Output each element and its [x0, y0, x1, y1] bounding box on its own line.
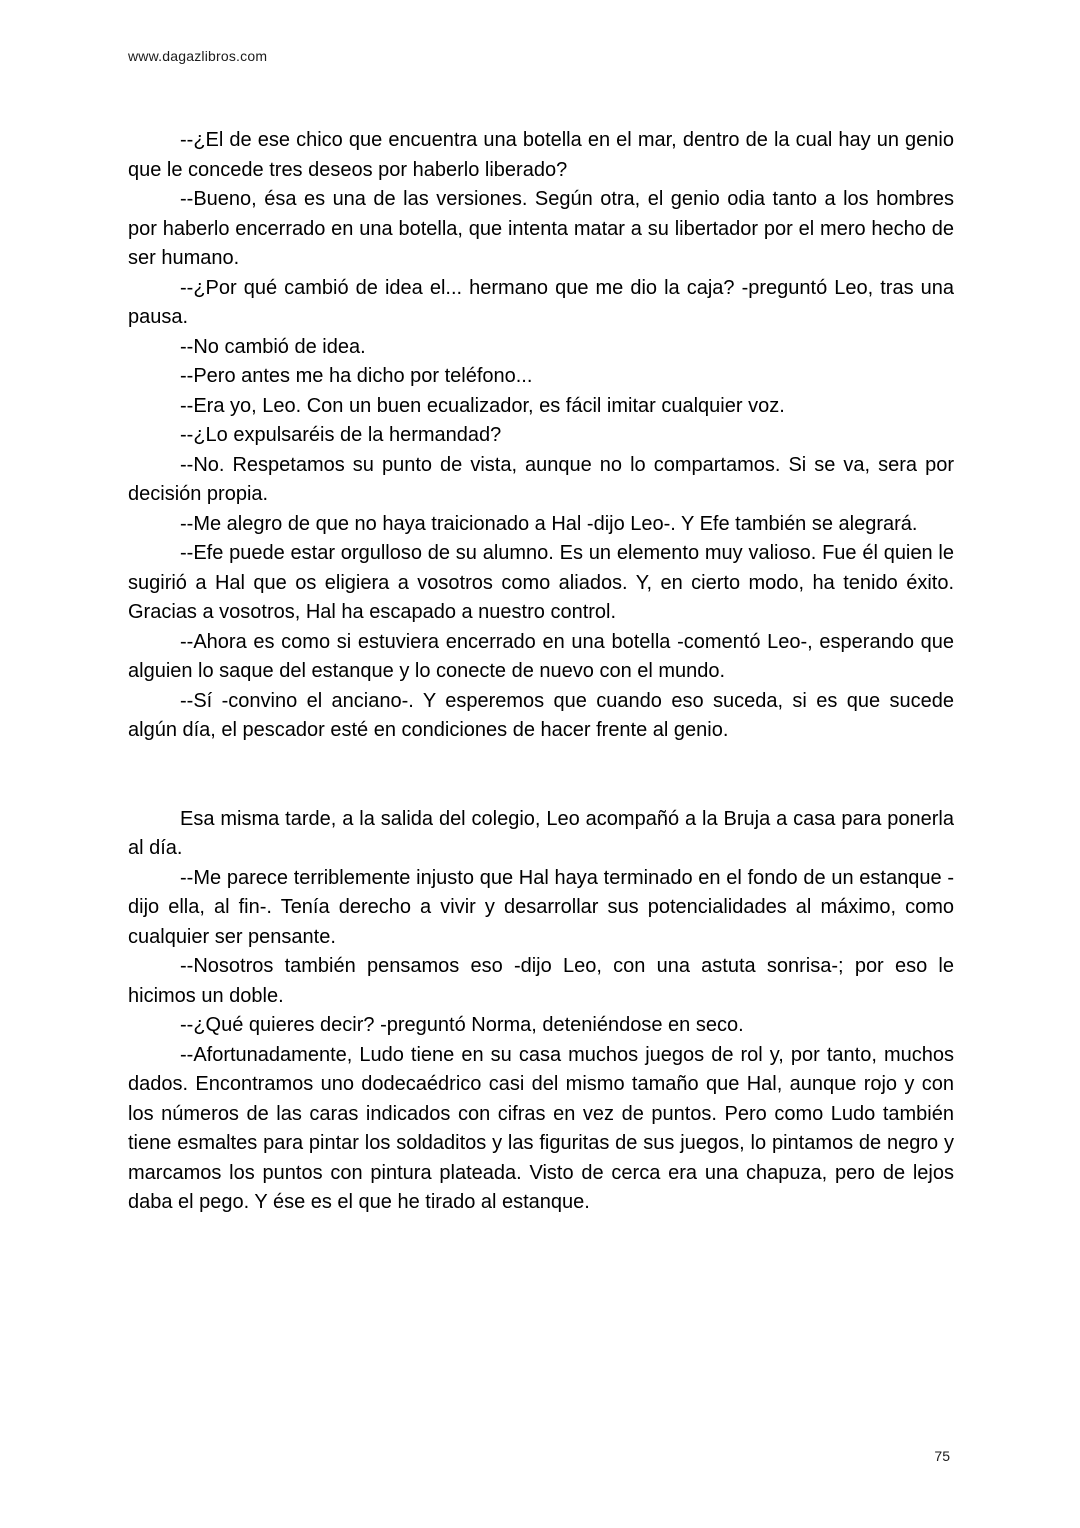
paragraph: --Nosotros también pensamos eso -dijo Leo, con una astuta sonrisa-; por eso le hicimos un doble. [128, 955, 954, 1007]
page-number: 75 [934, 1448, 950, 1464]
paragraph: --Sí -convino el anciano-. Y esperemos que cuando eso suceda, si es que sucede algún día, el pescador esté en condiciones de hacer frente al genio. [128, 689, 954, 741]
page-content [128, 126, 954, 1218]
paragraph: --Bueno, ésa es una de las versiones. Según otra, el genio odia tanto a los hombres por haberlo encerrado en una botella, que intenta matar a su libertador por el mero hecho de ser humano. [128, 188, 954, 269]
paragraph: --Era yo, Leo. Con un buen ecualizador, es fácil imitar cualquier voz. [180, 394, 785, 417]
paragraph: --¿El de ese chico que encuentra una botella en el mar, dentro de la cual hay un genio que le concede tres deseos por haberlo liberado? [128, 129, 954, 181]
paragraph: --Afortunadamente, Ludo tiene en su casa muchos juegos de rol y, por tanto, muchos dados. Encontramos uno dodecaédrico casi del mismo tamaño que Hal, aunque rojo y con los números de las caras indicados con cifras en vez de puntos. Pero como Ludo también tiene esmaltes para pintar los soldaditos y las figuritas de sus juegos, lo pintamos de negro y marcamos los puntos con pintura plateada. Visto de cerca era una chapuza, pero de lejos daba el pego. Y ése es el que he tirado al estanque. [128, 1043, 954, 1213]
paragraph: --No cambió de idea. [180, 335, 366, 358]
paragraph: --Me alegro de que no haya traicionado a Hal -dijo Leo-. Y Efe también se alegrará. [180, 512, 918, 535]
publisher-url: www.dagazlibros.com [128, 48, 268, 64]
paragraph: --Ahora es como si estuviera encerrado en una botella -comentó Leo-, esperando que alguien lo saque del estanque y lo conecte de nuevo con el mundo. [128, 630, 954, 682]
paragraph: --¿Por qué cambió de idea el... hermano que me dio la caja? -preguntó Leo, tras una pausa. [128, 276, 954, 328]
paragraph: --Pero antes me ha dicho por teléfono... [180, 365, 533, 387]
paragraph: --Efe puede estar orgulloso de su alumno. Es un elemento muy valioso. Fue él quien le sugirió a Hal que os eligiera a vosotros como aliados. Y, en cierto modo, ha tenido éxito. Gracias a vosotros, Hal ha escapado a nuestro control. [128, 542, 954, 623]
paragraph: --¿Lo expulsaréis de la hermandad? [180, 424, 502, 446]
paragraph: --Me parece terriblemente injusto que Hal haya terminado en el fondo de un estanque -dijo ella, al fin-. Tenía derecho a vivir y desarrollar sus potencialidades al máximo, como cualquier ser pensante. [128, 866, 954, 948]
paragraph-section-start: Esa misma tarde, a la salida del colegio, Leo acompañó a la Bruja a casa para ponerla al día. [128, 807, 954, 859]
paragraph: --No. Respetamos su punto de vista, aunque no lo compartamos. Si se va, sera por decisión propia. [128, 453, 954, 505]
paragraph: --¿Qué quieres decir? -preguntó Norma, deteniéndose en seco. [180, 1014, 744, 1036]
